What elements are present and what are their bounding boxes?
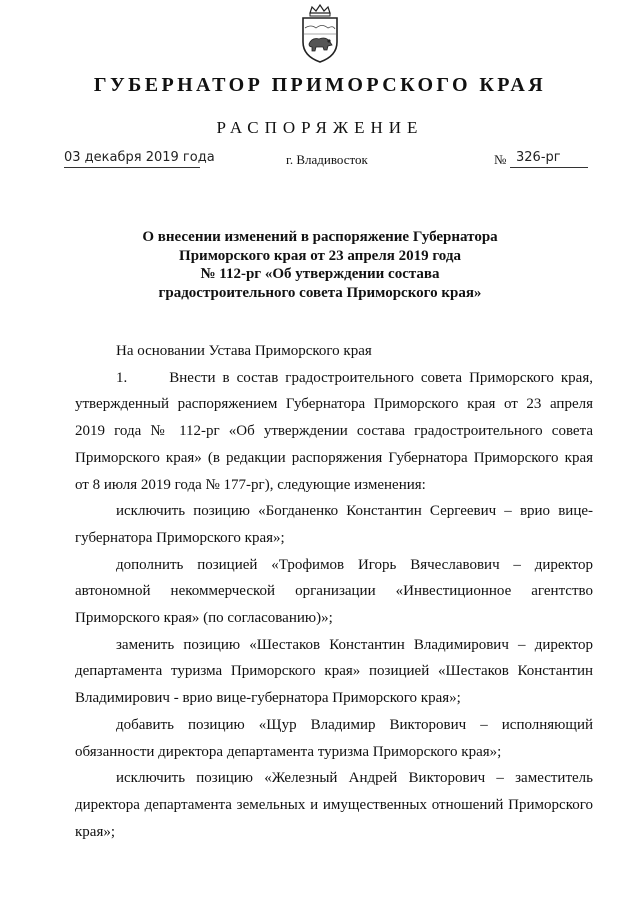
document-date: 03 декабря 2019 года [64, 150, 215, 165]
paragraph-change-replace: заменить позицию «Шестаков Константин Владимирович – директор департамента туризма Приморского края» позицией «Шестаков Константин Владимирович - врио вице-губернатора Приморского края»; [75, 636, 593, 707]
number-sign: № [494, 152, 507, 167]
heading-line: О внесении изменений в распоряжение Губернатора [142, 229, 498, 245]
governor-title: ГУБЕРНАТОР ПРИМОРСКОГО КРАЯ [93, 74, 547, 96]
coat-of-arms-icon [298, 4, 342, 64]
paragraph-basis: На основании Устава Приморского края [116, 343, 372, 359]
document-city: г. Владивосток [286, 152, 368, 167]
paragraph-change-add-1: дополнить позицией «Трофимов Игорь Вячеславович – директор автономной некоммерческой организации «Инвестиционное агентство Приморского края» (по согласованию)»; [75, 556, 593, 627]
number-underline [510, 167, 588, 168]
date-underline [64, 167, 200, 168]
document-meta [0, 150, 640, 172]
document-body [75, 338, 593, 845]
document-type: РАСПОРЯЖЕНИЕ [216, 118, 424, 137]
paragraph-change-add-2: добавить позицию «Щур Владимир Викторович – исполняющий обязанности директора департамента туризма Приморского края»; [75, 716, 593, 760]
document-number: 326-рг [516, 150, 561, 165]
heading-line: № 112-рг «Об утверждении состава [200, 266, 440, 282]
paragraph-item-1: 1. Внести в состав градостроительного совета Приморского края, утвержденный распоряжением Губернатора Приморского края от 23 апреля 2019 года № 112-рг «Об утверждении состава градостроительного совета Приморского края» (в редакции распоряжения Губернатора Приморского края от 8 июля 2019 года № 177-рг), следующие изменения: [75, 369, 593, 493]
heading-line: Приморского края от 23 апреля 2019 года [179, 247, 461, 264]
heading-line: градостроительного совета Приморского края» [158, 284, 482, 301]
document-heading [100, 228, 540, 302]
paragraph-change-exclude-1: исключить позицию «Богданенко Константин Сергеевич – врио вице-губернатора Приморского края»; [75, 503, 593, 546]
paragraph-change-exclude-2: исключить позицию «Железный Андрей Викторович – заместитель директора департамента земельных и имущественных отношений Приморского края»; [75, 770, 593, 840]
